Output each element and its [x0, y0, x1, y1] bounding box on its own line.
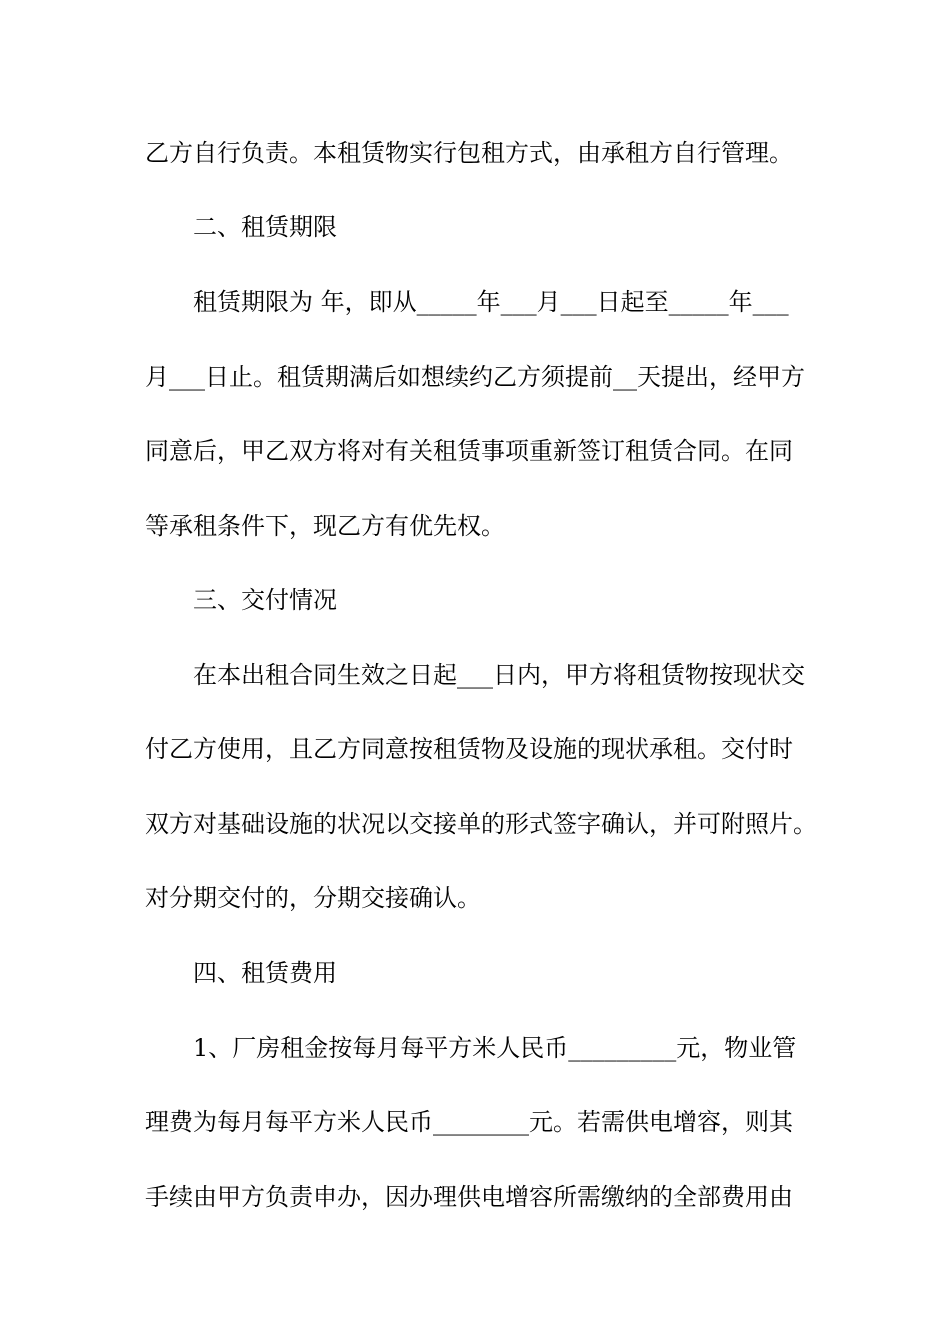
paragraph-line: 乙方自行负责。本租赁物实行包租方式，由承租方自行管理。 [145, 139, 793, 167]
paragraph-line: 月___日止。租赁期满后如想续约乙方须提前__天提出，经甲方 [145, 363, 805, 391]
section-heading-lease-fees: 四、租赁费用 [193, 959, 337, 987]
paragraph-line: 对分期交付的，分期交接确认。 [145, 884, 481, 912]
paragraph-line: 在本出租合同生效之日起___日内，甲方将租赁物按现状交 [193, 661, 805, 689]
paragraph-line: 等承租条件下，现乙方有优先权。 [145, 512, 505, 540]
paragraph-line: 租赁期限为 年，即从_____年___月___日起至_____年___ [193, 288, 789, 316]
paragraph-line: 同意后，甲乙双方将对有关租赁事项重新签订租赁合同。在同 [145, 437, 793, 465]
paragraph-line: 1、厂房租金按每月每平方米人民币_________元，物业管 [193, 1034, 797, 1062]
section-heading-lease-term: 二、租赁期限 [193, 213, 337, 241]
paragraph-line: 理费为每月每平方米人民币________元。若需供电增容，则其 [145, 1108, 793, 1136]
section-heading-delivery: 三、交付情况 [193, 586, 337, 614]
paragraph-line: 付乙方使用，且乙方同意按租赁物及设施的现状承租。交付时 [145, 735, 793, 763]
paragraph-line: 双方对基础设施的状况以交接单的形式签字确认，并可附照片。 [145, 810, 817, 838]
paragraph-line: 手续由甲方负责申办，因办理供电增容所需缴纳的全部费用由 [145, 1183, 793, 1211]
